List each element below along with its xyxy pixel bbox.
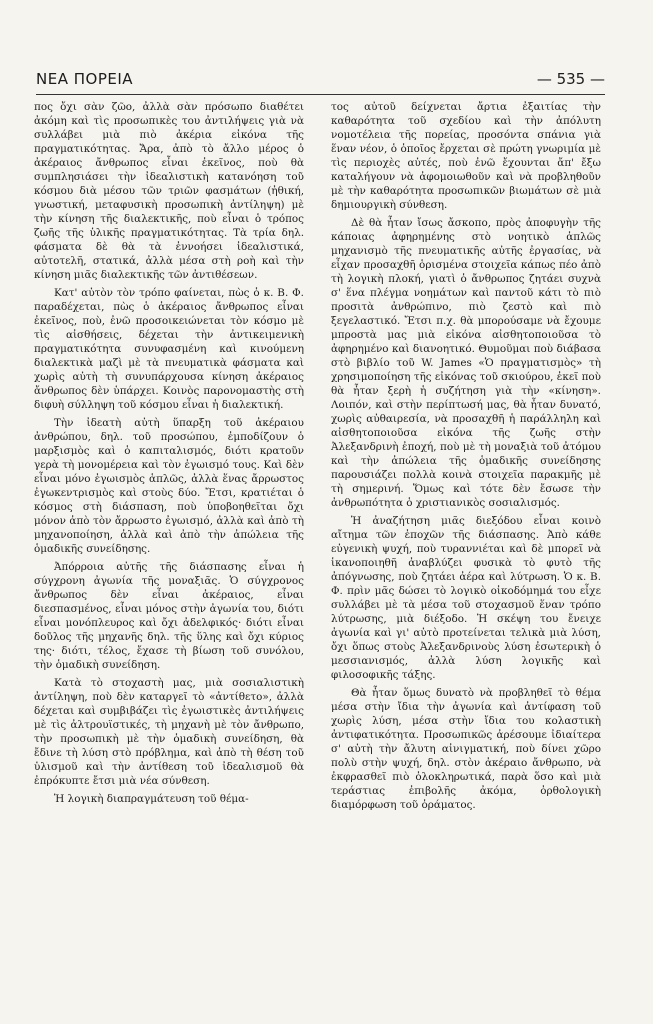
running-header [36,70,605,92]
paragraph: Ἀπόρροια αὐτῆς τῆς διάσπασης εἶναι ἡ σύγχρονη ἀγωνία τῆς μοναξιᾶς. Ὁ σύγχρονος ἄνθρωπος δὲν εἶναι ἀκέραιος, εἶναι διεσπασμένος, εἶναι μόνος στὴν ἀγωνία του, διότι εἶναι μονόπλευρος καὶ ὄχι ἀδελφικός· διότι εἶναι δοῦλος τῆς μηχανῆς δηλ. τῆς ὕλης καὶ ὄχι κύριος της· διότι, τέλος, ἔχασε τὴ βίωση τοῦ συνόλου, τὴν ὁμαδικὴ συνείδηση. [34,561,304,671]
paragraph: Δὲ θὰ ἦταν ἴσως ἄσκοπο, πρὸς ἀποφυγὴν τῆς κάποιας ἀφηρημένης στὸ νοητικὸ ἁπλῶς μηχανισμὸ τῆς πνευματικῆς αὐτῆς ἐργασίας, νὰ εἶχαν προσαχθῆ ὁρισμένα στοιχεῖα κάπως πέο ἀπὸ τὴ λογικὴ πλοκή, γιατὶ ὁ ἄνθρωπος ζητάει συχνὰ σ' ἕνα πλέγμα νοημάτων καὶ παντοῦ κάτι τὸ πιὸ προσιτὰ ἀνθρώπινο, πιὸ ζεστὸ καὶ πιὸ ξεγελαστικό. Ἔτσι π.χ. θὰ μπορούσαμε νὰ ἔχουμε μπροστὰ μας μιὰ εἰκόνα αἰσθητοποιοῦσα τὸ ἀφηρημένο καὶ διανοητικό. Θυμοῦμαι ποὺ διάβασα στὸ βιβλίο τοῦ W. James «Ὁ πραγματισμὸς» τὴ χρησιμοποίηση τῆς εἰκόνας τοῦ σκιούρου, ἐκεῖ ποὺ θὰ ἦταν ξερὴ ἡ συζήτηση γιὰ τὴν «κίνηση». Λοιπόν, καὶ στὴν περίπτωσή μας, θὰ ἦταν δυνατό, χωρὶς αὐθαιρεσία, νὰ προσαχθῆ ἡ παράλληλη καὶ αἰσθητοποιοῦσα εἰκόνα τῆς ζωῆς στὴν Ἀλεξανδρινὴ ἐποχή, ποὺ μὲ τὴ μοναξιὰ τοῦ ἀτόμου καὶ τὴν ἀπώλεια τῆς ὁμαδικῆς συνείδησης παρουσιάζει πολλὰ κοινὰ στοιχεῖα παρακμῆς μὲ τὴ σημερινή. Ὅμως καὶ τότε δὲν ἔσωσε τὴν ἀνθρωπότητα ὁ χριστιανικὸς σοσιαλισμός. [331,217,601,509]
paragraph: Κατὰ τὸ στοχαστὴ μας, μιὰ σοσιαλιστικὴ ἀντίληψη, ποὺ δὲν καταργεῖ τὸ «ἀντίθετο», ἀλλὰ δέχεται καὶ συμβιβάζει τὶς ἐγωιστικὲς ἀντιλήψεις μὲ τὶς ἀλτρουϊστικές, τὴ μηχανὴ μὲ τὸν ἄνθρωπο, τὴν προσωπικὴ μὲ τὴν ὁμαδικὴ συνείδηση, θὰ ἔδινε τὴ λύση στὸ πρόβλημα, καὶ ἀπὸ τὴ θέση τοῦ ὑλισμοῦ καὶ τὴν ἀντίθεση τοῦ ἰδεαλισμοῦ θὰ ἐπρόκυπτε ἔτσι μιὰ νέα σύνθεση. [34,677,304,787]
paragraph: Τὴν ἰδεατὴ αὐτὴ ὕπαρξη τοῦ ἀκέραιου ἀνθρώπου, δηλ. τοῦ προσώπου, ἐμποδίζουν ὁ μαρξισμὸς καὶ ὁ καπιταλισμός, διότι κρατοῦν γερὰ τὴ μονομέρεια καὶ τὸν ἐγωισμό τους. Καὶ δὲν εἶναι μόνο ἐγωισμὸς ἁπλῶς, ἀλλὰ ἕνας ἄρρωστος ἐγωκεντρισμὸς καὶ στοὺς δύο. Ἔτσι, κρατιέται ὁ κόσμος στὴ διάσπαση, ποὺ ὑποβοηθεῖται ὄχι μόνον ἀπὸ τὸν ἄρρωστο ἐγωισμό, ἀλλὰ καὶ ἀπὸ τὴ μηχανοποίηση, ἀλλὰ καὶ ἀπὸ τὴν ἀπώλεια τῆς ὁμαδικῆς συνείδησης. [34,417,304,555]
paragraph: Ἡ ἀναζήτηση μιᾶς διεξόδου εἶναι κοινὸ αἴτημα τῶν ἐποχῶν τῆς διάσπασης. Ἀπὸ κάθε εὐγενικὴ ψυχή, ποὺ τυραννιέται καὶ δὲ μπορεῖ νὰ ἱκανοποιηθῆ ἀναβλύζει φυσικὰ τὸ φυτὸ τῆς ἀπόγνωσης, ποὺ ζητάει ἀέρα καὶ λύτρωση. Ὁ κ. Β. Φ. πρὶν μᾶς δώσει τὸ λογικὸ οἰκοδόμημά του εἶχε συλλάβει μὲ τὰ μέσα τοῦ στοχασμοῦ ἕναν τρόπο λύτρωσης, μιὰ διέξοδο. Ἡ σκέψη του ἔνειχε ἀγωνία καὶ γι' αὐτὸ προτείνεται τελικὰ μιὰ λύση, ὄχι ὅπως στοὺς Ἀλεξανδρινοὺς λύση ἐσωτερικὴ ὁ μεσσιανισμός, ἀλλὰ λύση λογικῆς καὶ φιλοσοφικῆς τάξης. [331,515,601,681]
page-number: — 535 — [536,70,605,88]
paragraph: Ἡ λογικὴ διαπραγμάτευση τοῦ θέμα- [54,793,249,805]
journal-title: ΝΕΑ ΠΟΡΕΙΑ [36,70,134,88]
left-column [34,100,304,806]
header-rule [36,94,605,95]
paragraph: Θὰ ἦταν ὅμως δυνατὸ νὰ προβληθεῖ τὸ θέμα μέσα στὴν ἴδια τὴν ἀγωνία καὶ ἀντίφαση τοῦ χωρὶς λύση, μέσα στὴν ἴδια του κολαστικὴ ἀντιφατικότητα. Προσωπικῶς ἀρέσουμε ἰδιαίτερα σ' αὐτὴ τὴν ἄλυτη αἰνιγματική, ποὺ δίνει χῶρο πολὺ στὴν ψυχή, δηλ. στὸν ἀκέραιο ἄνθρωπο, νὰ ἐκφρασθεῖ πιὸ ὁλοκληρωτικά, παρὰ ὅσο καὶ μιὰ τεράστιας ἐπιβολῆς ἀκόμα, ὀρθολογικὴ διαμόρφωση τοῦ ὁράματος. [331,687,601,811]
right-column [331,100,601,812]
paragraph: Κατ' αὐτὸν τὸν τρόπο φαίνεται, πὼς ὁ κ. Β. Φ. παραδέχεται, πὼς ὁ ἀκέραιος ἄνθρωπος εἶναι ἐκεῖνος, ποὺ, ἐνῶ προσοικειώνεται τὸν κόσμο μὲ τὶς αἰσθήσεις, δέχεται τὴν ἀντικειμενικὴ πραγματικότητα συνυφασμένη καὶ κινούμενη διαλεκτικὰ μαζὶ μὲ τὰ πνευματικὰ φάσματα καὶ χωρὶς αὐτὴ τὴ συνυπάρχουσα κίνηση ἀκέραιος ἄνθρωπος δὲν ὑπάρχει. Κοινὸς παρονομαστὴς στὴ διφυὴ σύλληψη τοῦ κόσμου εἶναι ἡ διαλεκτική. [34,287,304,411]
paragraph: πος ὄχι σὰν ζῶο, ἀλλὰ σὰν πρόσωπο διαθέτει ἀκόμη καὶ τὶς προσωπικὲς του ἀντιλήψεις γιὰ νὰ συλλάβει μιὰ πιὸ ἀκέρια εἰκόνα τῆς πραγματικότητας. Ἄρα, ἀπὸ τὸ ἄλλο μέρος ὁ ἀκέραιος ἄνθρωπος εἶναι ἐκεῖνος, ποὺ θὰ συμπλησιάσει τὴν ἰδεαλιστικὴ κατανόηση τοῦ κόσμου διὰ μέσου τῶν τριῶν φασμάτων (ἠθική, γνωστική, μεταφυσικὴ προσωπικὴ ἀντίληψη) μὲ τὴν κίνηση τῆς διαλεκτικῆς, ποὺ εἶναι ὁ τρόπος ζωῆς τῆς ὑλικῆς πραγματικότητας. Τὰ τρία δηλ. φάσματα δὲ θὰ τὰ ἐννοήσει ἰδεαλιστικά, αὐτοτελῆ, στατικά, ἀλλὰ μέσα στὴ ροὴ καὶ τὴν κίνηση μιᾶς διαλεκτικῆς τῶν ἀντιθέσεων. [34,101,304,281]
paragraph: τος αὐτοῦ δείχνεται ἄρτια ἐξαιτίας τὴν καθαρότητα τοῦ σχεδίου καὶ τὴν ἀπόλυτη νομοτέλεια τῆς πορείας, προσόντα σπάνια γιὰ ἕναν νέον, ὁ ὁποῖος ἔρχεται σὲ πρώτη γνωριμία μὲ τὶς περιοχὲς αὐτές, ποὺ ἐνῶ ἔχουνται ἄπ' ἔξω καταλήγουν νὰ ἀφομοιωθοῦν καὶ νὰ προβληθοῦν μὲ τὴν καθαρότητα προσωπικῶν βιωμάτων σὲ μιὰ δημιουργικὴ σύνθεση. [331,101,601,211]
